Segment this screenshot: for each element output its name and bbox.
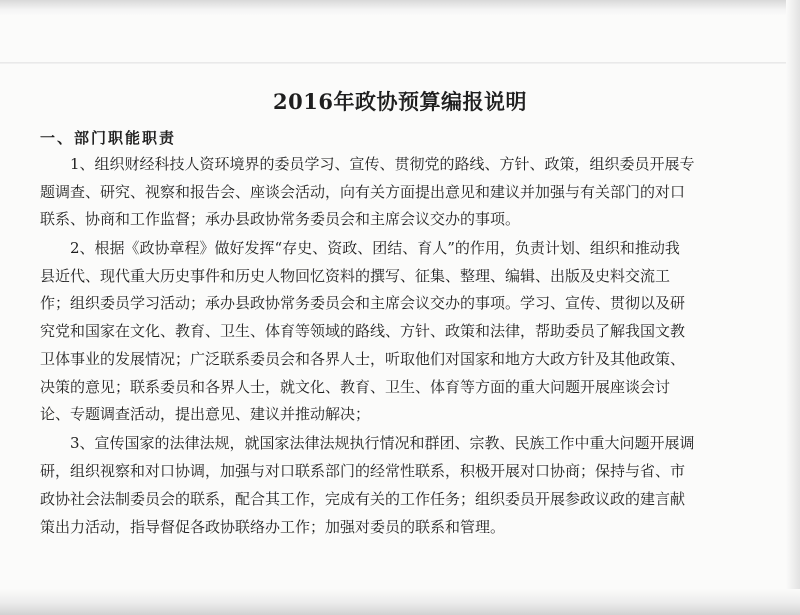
section-heading: 一、部门职能职责 [40,129,177,147]
paragraph-2-line-4: 究党和国家在文化、教育、卫生、体育等领域的路线、方针、政策和法律，帮助委员了解我国文教 [40,322,686,340]
document-title: 2016年政协预算编报说明 [273,89,527,114]
paragraph-1-line-3: 联系、协商和工作监督；承办县政协常务委员会和主席会议交办的事项。 [40,210,521,228]
paragraph-1-line-1: 1、组织财经科技人资环境界的委员学习、宣传、贯彻党的路线、方针、政策，组织委员开展专 [70,155,695,173]
scan-top-edge [0,0,800,16]
paragraph-3-line-2: 研，组织视察和对口协调，加强与对口联系部门的经常性联系，积极开展对口协商；保持与省、市 [40,462,686,480]
paragraph-3-line-1: 3、宣传国家的法律法规，就国家法律法规执行情况和群团、宗教、民族工作中重大问题开展调 [70,434,695,452]
paragraph-2-line-7: 论、专题调查活动，提出意见、建议并推动解决； [40,405,371,423]
paragraph-2-line-2: 县近代、现代重大历史事件和历史人物回忆资料的撰写、征集、整理、编辑、出版及史料交流工 [40,267,671,285]
paragraph-1-line-2: 题调查、研究、视察和报告会、座谈会活动，向有关方面提出意见和建议并加强与有关部门的对口 [40,183,686,201]
paragraph-2-line-1: 2、根据《政协章程》做好发挥“存史、资政、团结、育人”的作用，负责计划、组织和推动我 [70,239,680,257]
paragraph-3-line-3: 政协社会法制委员会的联系，配合其工作，完成有关的工作任务；组织委员开展参政议政的建言献 [40,490,686,508]
paragraph-2-line-3: 作；组织委员学习活动；承办县政协常务委员会和主席会议交办的事项。学习、宣传、贯彻以及研 [40,294,686,312]
paragraph-2-line-6: 决策的意见；联系委员和各界人士，就文化、教育、卫生、体育等方面的重大问题开展座谈会讨 [40,378,671,396]
paragraph-2-line-5: 卫体事业的发展情况；广泛联系委员会和各界人士，听取他们对国家和地方大政方针及其他政策、 [40,350,686,368]
paragraph-3-line-4: 策出力活动，指导督促各政协联络办工作；加强对委员的联系和管理。 [40,518,506,536]
scan-bottom-edge [0,589,800,615]
scan-fold-line [0,62,800,64]
